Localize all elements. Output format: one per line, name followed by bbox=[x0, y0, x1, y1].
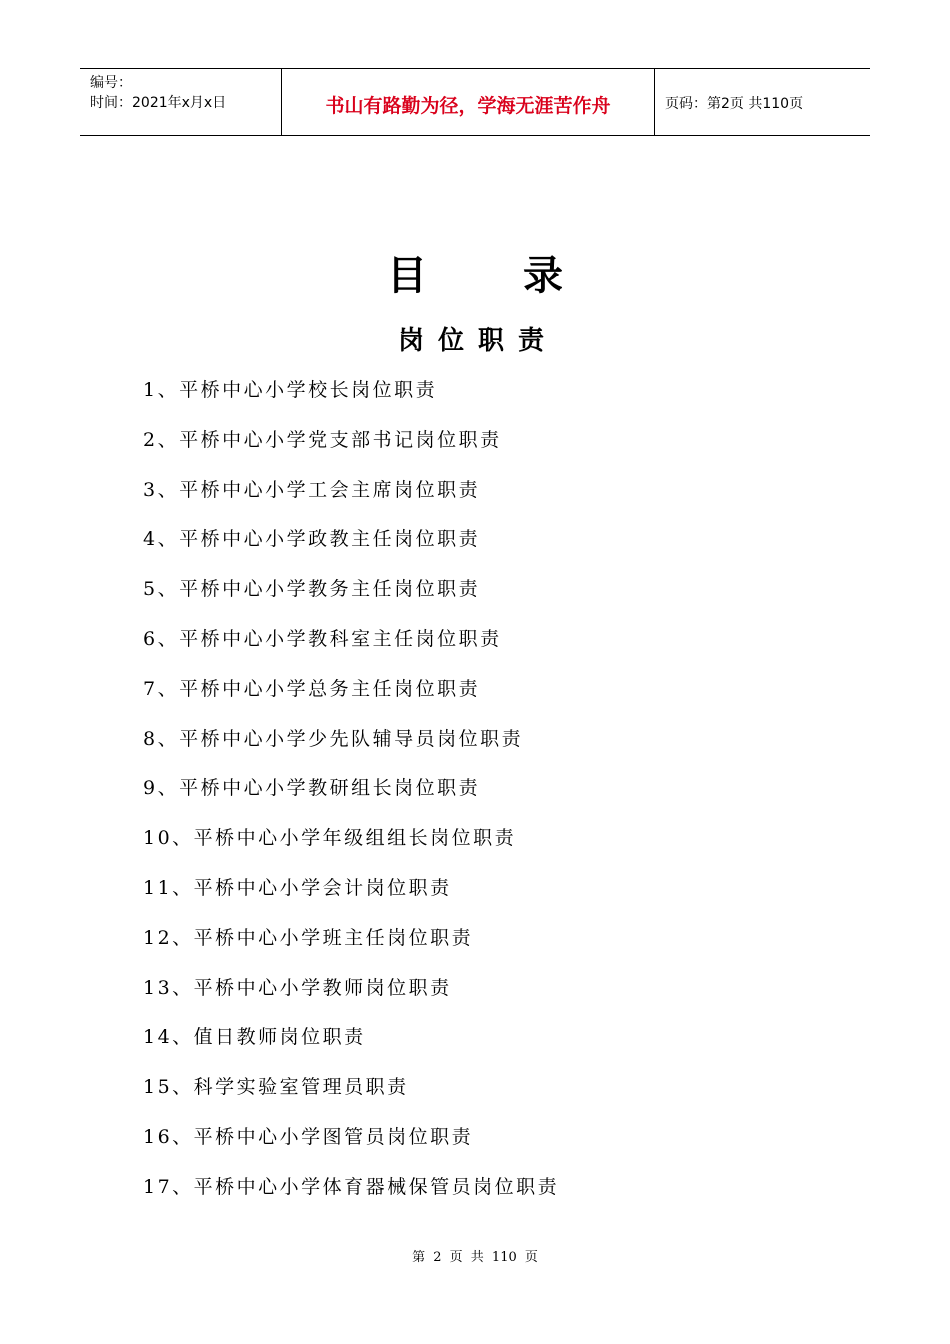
toc-item[interactable]: 4、平桥中心小学政教主任岗位职责 bbox=[143, 528, 481, 551]
toc-item[interactable]: 17、平桥中心小学体育器械保管员岗位职责 bbox=[143, 1175, 560, 1198]
toc-item[interactable]: 5、平桥中心小学教务主任岗位职责 bbox=[143, 578, 481, 601]
toc-item[interactable]: 1、平桥中心小学校长岗位职责 bbox=[143, 379, 438, 401]
toc-item[interactable]: 7、平桥中心小学总务主任岗位职责 bbox=[143, 677, 481, 700]
toc-item[interactable]: 6、平桥中心小学教科室主任岗位职责 bbox=[143, 627, 502, 650]
section-subtitle: 岗位职责 bbox=[397, 326, 558, 356]
toc-item[interactable]: 15、科学实验室管理员职责 bbox=[143, 1076, 409, 1099]
toc-item[interactable]: 14、值日教师岗位职责 bbox=[143, 1026, 366, 1049]
serial-label: 编号： bbox=[90, 75, 132, 91]
toc-item[interactable]: 3、平桥中心小学工会主席岗位职责 bbox=[143, 478, 481, 501]
toc-item[interactable]: 8、平桥中心小学少先队辅导员岗位职责 bbox=[143, 727, 524, 750]
time-label: 时间：2021年x月x日 bbox=[90, 95, 227, 111]
page-footer: 第 2 页 共 110 页 bbox=[412, 1250, 538, 1265]
toc-item[interactable]: 12、平桥中心小学班主任岗位职责 bbox=[143, 926, 474, 949]
toc-item[interactable]: 2、平桥中心小学党支部书记岗位职责 bbox=[143, 428, 502, 451]
header-motto: 书山有路勤为径，学海无涯苦作舟 bbox=[282, 69, 655, 135]
toc-item[interactable]: 16、平桥中心小学图管员岗位职责 bbox=[143, 1125, 474, 1148]
page-title bbox=[0, 244, 950, 301]
page-header bbox=[80, 68, 870, 136]
header-page-info: 页码：第2页 共110页 bbox=[665, 96, 804, 112]
table-of-contents bbox=[143, 375, 559, 1222]
toc-item[interactable]: 11、平桥中心小学会计岗位职责 bbox=[143, 876, 452, 899]
title-char-1: 目 bbox=[387, 253, 427, 299]
toc-item[interactable]: 9、平桥中心小学教研组长岗位职责 bbox=[143, 777, 481, 800]
toc-item[interactable]: 10、平桥中心小学年级组组长岗位职责 bbox=[143, 827, 517, 850]
toc-item[interactable]: 13、平桥中心小学教师岗位职责 bbox=[143, 976, 452, 999]
header-meta bbox=[80, 69, 282, 135]
title-char-2: 录 bbox=[523, 253, 563, 299]
